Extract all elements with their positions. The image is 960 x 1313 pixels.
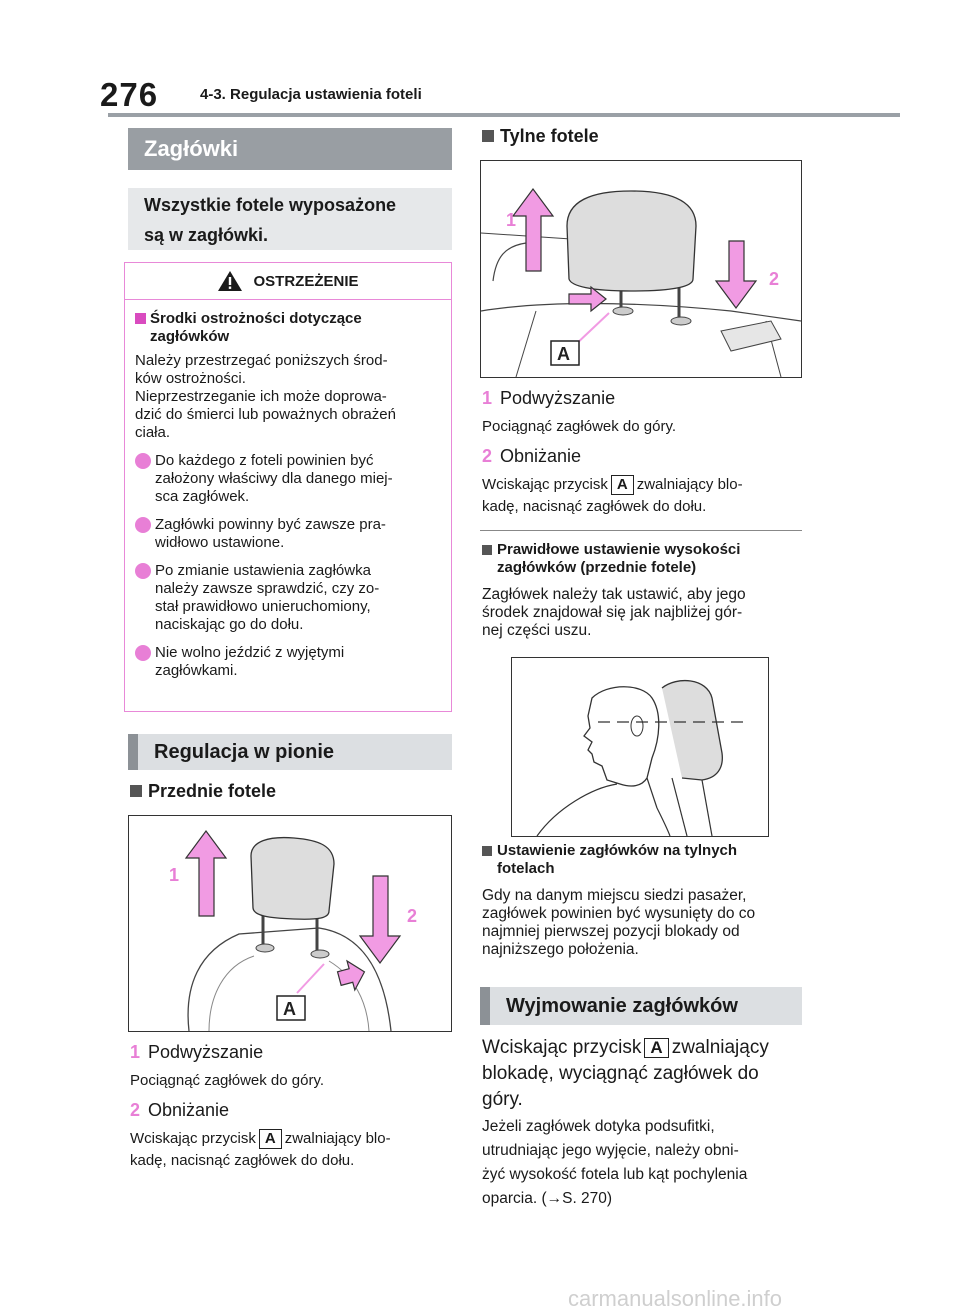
warning-bullet	[135, 562, 441, 634]
warning-text: Należy przestrzegać poniższych środ-	[135, 352, 388, 369]
figure-label-2: 2	[769, 269, 780, 289]
bullet-text: założony właściwy dla danego miej-	[155, 470, 393, 487]
front-step-lower-desc	[130, 1128, 460, 1172]
intro-line: Wszystkie fotele wyposażone	[144, 195, 397, 215]
warning-bullet	[135, 644, 441, 680]
square-bullet-icon	[482, 545, 492, 555]
chapter-title: 4-3. Regulacja ustawienia foteli	[200, 86, 422, 103]
intro-line: są w zagłówki.	[144, 225, 269, 245]
heading-line: Prawidłowe ustawienie wysokości	[497, 541, 741, 558]
note-line: utrudniając jego wyjęcie, należy obni-	[482, 1142, 739, 1159]
bullet-dot-icon	[135, 517, 151, 533]
warning-bullet	[135, 452, 441, 506]
rear-setting-heading	[482, 842, 737, 878]
heading-line: zagłówków (przednie fotele)	[497, 559, 697, 576]
warning-body	[125, 300, 451, 680]
front-step-lower	[130, 1100, 229, 1121]
removal-text: góry.	[482, 1089, 523, 1110]
bullet-dot-icon	[135, 453, 151, 469]
rear-step-lower	[482, 446, 581, 467]
front-headrest-figure	[128, 815, 452, 1032]
page-number: 276	[100, 76, 159, 113]
para-line: nej części uszu.	[482, 622, 592, 639]
rear-step-lower-desc	[482, 474, 812, 518]
step-number: 2	[130, 1100, 141, 1120]
rear-headrest-illustration	[481, 161, 801, 377]
figure-label-1: 1	[169, 865, 180, 885]
step-desc-text: zwalniający blo-	[284, 1130, 391, 1147]
bullet-text: stał prawidłowo unieruchomiony,	[155, 598, 371, 615]
front-step-raise-desc: Pociągnąć zagłówek do góry.	[130, 1072, 325, 1089]
square-bullet-icon	[135, 313, 146, 324]
figure-label-a: A	[557, 344, 570, 364]
figure-label-a: A	[283, 999, 296, 1019]
warning-text: Nieprzestrzeganie ich może doprowa-	[135, 388, 387, 405]
step-number: 1	[482, 388, 493, 408]
bullet-text: Nie wolno jeździć z wyjętymi	[155, 644, 345, 661]
front-step-raise	[130, 1042, 263, 1063]
bullet-text: Po zmianie ustawienia zagłówka	[155, 562, 371, 579]
key-a-label: A	[259, 1129, 282, 1149]
rear-step-raise	[482, 388, 615, 409]
section-title-vertical: Regulacja w pionie	[128, 734, 452, 770]
bullet-text: sca zagłówek.	[155, 488, 250, 505]
rear-seats-title: Tylne fotele	[500, 126, 599, 146]
warning-bullet	[135, 516, 441, 552]
warning-title: OSTRZEŻENIE	[253, 272, 359, 290]
step-desc-text: zwalniający blo-	[636, 476, 743, 493]
warning-triangle-icon	[217, 270, 243, 292]
warning-box	[124, 262, 452, 712]
bullet-text: naciskając go do dołu.	[155, 616, 304, 633]
step-label: Podwyższanie	[500, 388, 616, 408]
watermark-text: carmanualsonline.info	[568, 1286, 783, 1311]
section-divider	[480, 530, 802, 531]
removal-text: blokadę, wyciągnąć zagłówek do	[482, 1063, 759, 1084]
warning-text: ków ostrożności.	[135, 370, 246, 387]
square-bullet-icon	[482, 130, 494, 142]
front-seats-heading	[130, 781, 276, 802]
heading-line: fotelach	[497, 860, 555, 877]
warning-text: dzić do śmierci lub poważnych obrażeń	[135, 406, 396, 423]
note-line: Jeżeli zagłówek dotyka podsufitki,	[482, 1118, 715, 1135]
note-line: oparcia. (→S. 270)	[482, 1190, 613, 1207]
para-line: środek znajdował się jak najbliżej gór-	[482, 604, 743, 621]
rear-step-raise-desc: Pociągnąć zagłówek do góry.	[482, 418, 677, 435]
step-desc-text: Wciskając przycisk	[482, 476, 608, 493]
bullet-text: Do każdego z foteli powinien być	[155, 452, 374, 469]
key-a-label: A	[611, 475, 634, 495]
step-label: Podwyższanie	[148, 1042, 264, 1062]
head-position-illustration	[512, 658, 768, 836]
bullet-text: widłowo ustawione.	[155, 534, 285, 551]
warning-header	[125, 263, 451, 300]
step-label: Obniżanie	[500, 446, 582, 466]
para-line: Gdy na danym miejscu siedzi pasażer,	[482, 887, 747, 904]
step-label: Obniżanie	[148, 1100, 230, 1120]
para-line: Zagłówek należy tak ustawić, aby jego	[482, 586, 746, 603]
step-desc-text: kadę, nacisnąć zagłówek do dołu.	[482, 498, 707, 515]
bullet-text: Zagłówki powinny być zawsze pra-	[155, 516, 386, 533]
warning-paragraph	[135, 352, 441, 442]
square-bullet-icon	[130, 785, 142, 797]
step-desc-text: Wciskając przycisk	[130, 1130, 256, 1147]
head-position-figure	[511, 657, 769, 837]
note-line: żyć wysokość fotela lub kąt pochylenia	[482, 1166, 748, 1183]
heading-line: Ustawienie zagłówków na tylnych	[497, 842, 738, 859]
para-line: zagłówek powinien być wysunięty do co	[482, 905, 756, 922]
section-title-removal: Wyjmowanie zagłówków	[480, 987, 802, 1025]
warning-text: ciała.	[135, 424, 171, 441]
removal-instructions	[482, 1035, 769, 1113]
rear-headrest-figure	[480, 160, 802, 378]
warning-subhead	[135, 310, 441, 346]
bullet-text: należy zawsze sprawdzić, czy zo-	[155, 580, 380, 597]
warning-subhead-line: Środki ostrożności dotyczące	[150, 310, 362, 327]
para-line: najmniej pierwszej pozycji blokady od	[482, 923, 740, 940]
removal-text: Wciskając przycisk	[482, 1037, 642, 1058]
square-bullet-icon	[482, 846, 492, 856]
key-a-label: A	[644, 1038, 668, 1058]
figure-label-1: 1	[506, 210, 517, 230]
figure-label-2: 2	[407, 906, 418, 926]
step-number: 1	[130, 1042, 141, 1062]
intro-box	[128, 188, 452, 250]
removal-note	[482, 1115, 747, 1211]
step-desc-text: kadę, nacisnąć zagłówek do dołu.	[130, 1152, 355, 1169]
front-seats-title: Przednie fotele	[148, 781, 277, 801]
front-headrest-illustration	[129, 816, 451, 1031]
step-number: 2	[482, 446, 493, 466]
bullet-dot-icon	[135, 645, 151, 661]
bullet-text: zagłówkami.	[155, 662, 238, 679]
section-title-headrests: Zagłówki	[128, 128, 452, 170]
header-rule	[108, 113, 900, 117]
rear-setting-text	[482, 887, 755, 959]
para-line: najniższego położenia.	[482, 941, 639, 958]
height-adjust-text	[482, 586, 746, 640]
bullet-dot-icon	[135, 563, 151, 579]
rear-seats-heading	[482, 126, 599, 147]
height-adjust-heading	[482, 541, 740, 577]
removal-text: zwalniający	[671, 1037, 769, 1058]
warning-subhead-line: zagłówków	[150, 328, 230, 345]
